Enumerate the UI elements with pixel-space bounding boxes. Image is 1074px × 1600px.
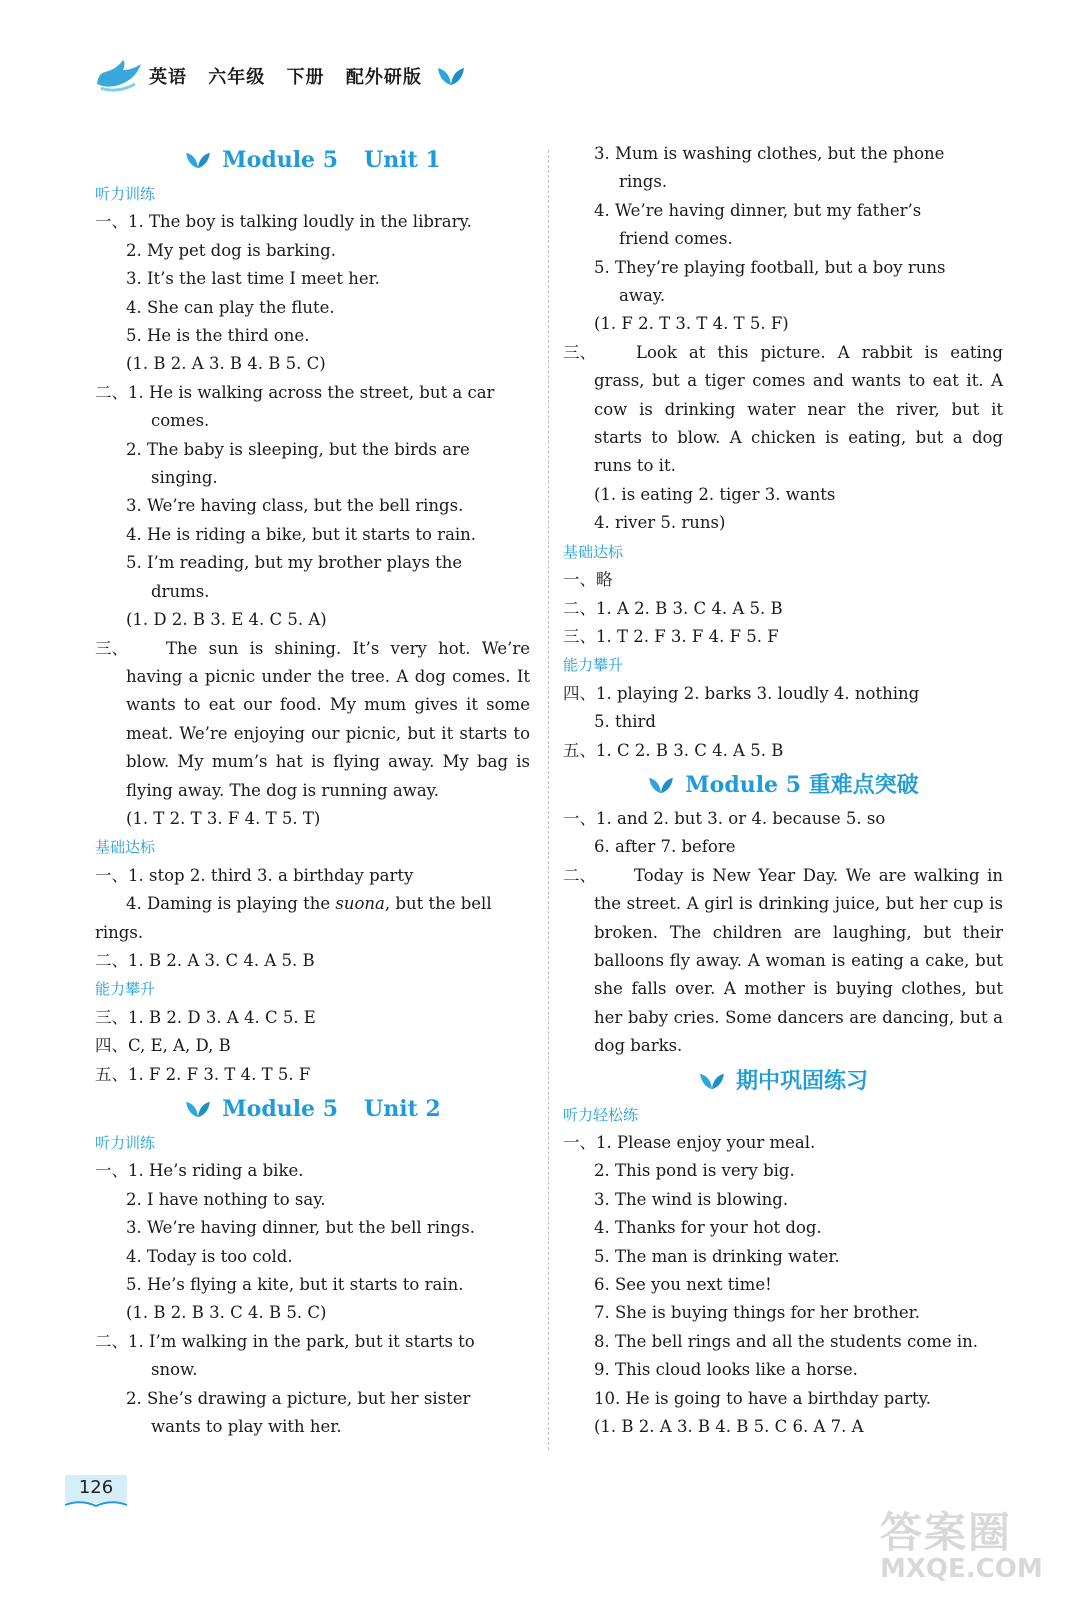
text-line: 3. It’s the last time I meet her.: [126, 269, 380, 289]
leaf-icon: [184, 1099, 212, 1119]
text-line: 4. He is riding a bike, but it starts to rain.: [126, 524, 477, 544]
text-line: 3. Mum is washing clothes, but the phone: [594, 144, 945, 163]
passage-text: The sun is shining. It’s very hot. We’re having a picnic under the tree. A dog comes. It wants to eat our food. My mum gives it some meat. We’re enjoying our picnic, but it starts to blow. My mum’s hat is flying away. My bag is flying away. The dog is running away.: [126, 638, 530, 800]
text-line: 2. She’s drawing a picture, but her sister: [126, 1388, 471, 1408]
section-number: 三、: [563, 342, 596, 362]
answer-line: (1. B 2. A 3. B 4. B 5. C): [126, 354, 326, 374]
text-line: 3. The wind is blowing.: [594, 1189, 789, 1209]
text-line: 二、1. He is walking across the street, but a car: [95, 382, 495, 402]
section-ability: 能力攀升: [95, 980, 156, 999]
passage-ii: [563, 862, 1003, 1061]
text-line: comes.: [151, 411, 210, 431]
text-line: 二、1. I’m walking in the park, but it starts to: [95, 1331, 475, 1351]
text-line: 四、C, E, A, D, B: [95, 1036, 231, 1056]
answer-line: (1. D 2. B 3. E 4. C 5. A): [126, 610, 327, 630]
text-line: 2. My pet dog is barking.: [126, 240, 336, 260]
text-line: 3. We’re having class, but the bell rings.: [126, 496, 464, 516]
text-line: 五、1. F 2. F 3. T 4. T 5. F: [95, 1064, 311, 1084]
module5-unit2-title: Module 5 Unit 2: [95, 1091, 530, 1127]
answer-line: (1. is eating 2. tiger 3. wants: [594, 484, 836, 504]
text-line: 4. Thanks for your hot dog.: [594, 1218, 822, 1238]
section-number: 三、: [95, 638, 128, 658]
answer-line: (1. T 2. T 3. F 4. T 5. T): [126, 808, 321, 828]
text-line: 4. Daming is playing the suona, but the bell: [126, 894, 492, 914]
answer-line: 4. river 5. runs): [594, 513, 726, 533]
text-line: 三、1. B 2. D 3. A 4. C 5. E: [95, 1007, 316, 1027]
leaf-icon: [184, 150, 212, 170]
text-line: 一、1. and 2. but 3. or 4. because 5. so: [563, 808, 886, 828]
header-volume: 下册: [286, 67, 325, 88]
text-line: 5. He’s flying a kite, but it starts to rain.: [126, 1275, 464, 1295]
text-line: 5. third: [594, 712, 656, 732]
answer-line: (1. B 2. A 3. B 4. B 5. C 6. A 7. A: [594, 1417, 864, 1437]
text-line: 3. We’re having dinner, but the bell rings.: [126, 1218, 475, 1238]
passage-iii: [563, 339, 1003, 481]
page-number: 126: [78, 1477, 114, 1498]
section-ability: 能力攀升: [563, 656, 624, 675]
text-line: wants to play with her.: [151, 1417, 342, 1437]
text-line: 5. I’m reading, but my brother plays the: [126, 553, 463, 573]
text-line: 2. This pond is very big.: [594, 1161, 795, 1181]
text-line: 一、1. stop 2. third 3. a birthday party: [95, 865, 414, 885]
bird-logo-icon: [95, 58, 143, 94]
text-line: 4. Today is too cold.: [126, 1246, 293, 1266]
section-listening: 听力轻松练: [563, 1105, 639, 1124]
text-line: 7. She is buying things for her brother.: [594, 1303, 920, 1323]
answer-line: (1. F 2. T 3. T 4. T 5. F): [594, 314, 789, 334]
text-line: 9. This cloud looks like a horse.: [594, 1360, 858, 1380]
section-listening: 听力训练: [95, 1134, 156, 1152]
text-line: 三、1. T 2. F 3. F 4. F 5. F: [563, 626, 779, 646]
text-line: 二、1. B 2. A 3. C 4. A 5. B: [95, 950, 315, 970]
text-line: 二、1. A 2. B 3. C 4. A 5. B: [563, 598, 783, 618]
text-line: 8. The bell rings and all the students come in.: [594, 1331, 978, 1351]
text-line: 2. The baby is sleeping, but the birds are: [126, 439, 470, 459]
header-grade: 六年级: [208, 67, 266, 88]
text-line: 2. I have nothing to say.: [126, 1189, 326, 1209]
leaf-icon: [647, 775, 675, 795]
passage-text: Today is New Year Day. We are walking in the street. A girl is drinking juice, but her cup is broken. The children are laughing, but their balloons fly away. A woman is eating a cake, but she falls over. A mother is buying clothes, but her baby cries. Some dancers are dancing, but a dog barks.: [594, 865, 1003, 1056]
header-edition: 配外研版: [345, 67, 422, 88]
passage-text: Look at this picture. A rabbit is eating grass, but a tiger comes and wants to eat it. A cow is drinking water near the river, but it starts to blow. A chicken is eating, but a dog runs to it.: [594, 342, 1003, 476]
text-line: away.: [619, 286, 666, 306]
answer-line: (1. B 2. B 3. C 4. B 5. C): [126, 1303, 327, 1323]
text-line: singing.: [151, 468, 218, 488]
text-line: friend comes.: [619, 229, 733, 249]
section-basic: 基础达标: [95, 838, 156, 857]
page-header: [95, 58, 466, 94]
text-line: 6. See you next time!: [594, 1275, 772, 1295]
text-line: 5. The man is drinking water.: [594, 1246, 840, 1266]
right-column: [563, 140, 1003, 1441]
text-line: 6. after 7. before: [594, 837, 736, 857]
text-line: 一、略: [563, 570, 613, 590]
page-number-badge: [63, 1473, 129, 1511]
module5-unit1-title: Module 5 Unit 1: [95, 142, 530, 178]
module5-focus-title: Module 5 重难点突破: [563, 767, 1003, 803]
text-line: 10. He is going to have a birthday party.: [594, 1388, 932, 1408]
leaf-icon: [436, 65, 466, 87]
watermark: 答案圈 MXQE.COM: [880, 1508, 1043, 1584]
section-number: 二、: [563, 865, 596, 885]
text-line: rings.: [619, 172, 668, 192]
text-line: 4. She can play the flute.: [126, 297, 335, 317]
text-line: 五、1. C 2. B 3. C 4. A 5. B: [563, 740, 784, 760]
text-line: rings.: [95, 922, 144, 942]
section-listening: 听力训练: [95, 185, 156, 203]
text-line: drums.: [151, 581, 210, 601]
header-subject: 英语: [149, 67, 187, 88]
section-basic: 基础达标: [563, 542, 624, 561]
passage-iii: [95, 635, 530, 805]
text-line: 一、1. Please enjoy your meal.: [563, 1133, 816, 1152]
text-line: 4. We’re having dinner, but my father’s: [594, 200, 922, 220]
text-line: 一、1. He’s riding a bike.: [95, 1161, 304, 1181]
midterm-title: 期中巩固练习: [563, 1063, 1003, 1099]
text-line: 一、1. The boy is talking loudly in the library.: [95, 212, 472, 232]
text-line: 四、1. playing 2. barks 3. loudly 4. nothing: [563, 683, 920, 703]
text-line: 5. He is the third one.: [126, 326, 310, 346]
leaf-icon: [698, 1071, 726, 1091]
text-line: snow.: [151, 1360, 198, 1380]
text-line: 5. They’re playing football, but a boy runs: [594, 257, 946, 277]
left-column: [95, 140, 530, 1441]
column-divider: [548, 150, 549, 1450]
